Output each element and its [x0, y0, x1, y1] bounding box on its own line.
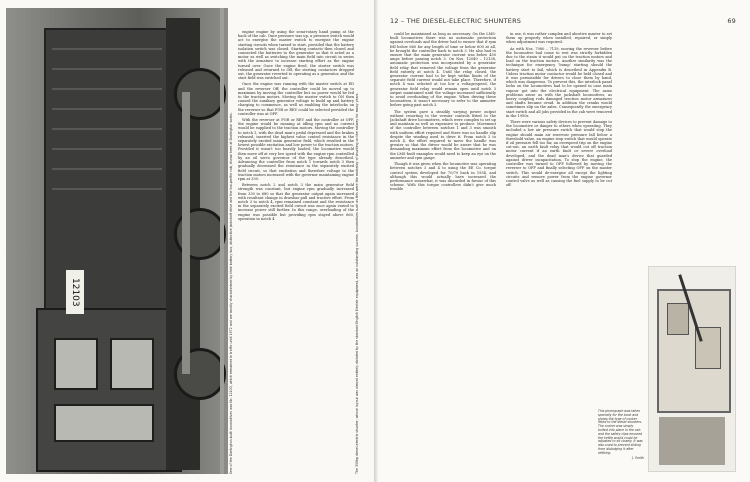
left-text-column	[238, 30, 354, 470]
paragraph: As with Nos. 7080 – 7119, moving the reverser before the locomotive had come to rest was strictly forbidden due to the strain it would put on the traction motors and load on the traction motors. Another similarity was the technique for emergency 'bump' starting should the battery start to fail, which is described in Appendix B. Unless traction motor contactor would be held closed and it was permissible for drivers to close them by hand, which was dangerous. To prevent this, the interlock panel locks on the locomotives had to be opened in case main vapour got into the electrical equipment. The same problems arose as with the jackshaft locomotives, as heavy coupling rods damaged traction motor armatures and shafts became ovoid. In addition the cranks would sometimes slip on the axles. Consequently the emergency start switch and all jobs provided in the cab were removed in the 1950s.	[506, 46, 612, 118]
chapter-title: 12 – THE DIESEL-ELECTRIC SHUNTERS	[390, 17, 522, 25]
text-column-1	[390, 32, 496, 472]
photo-caption: One of the Darlington-built locomotives was No. 12103, which remained in traffic until 1972 and are mostly characterised by their battery box, distinctive jackshaft drive and the low-profile cab, shown here at Darlington works.	[229, 112, 233, 474]
inset-caption-text: This photograph was taken specially for the book and shows the type of cooker fitted to the diesel shunters. The cooker was simply bolted into place in the cab and the safety clips ensured the kettle would could be adjusted to sit closely. It was also used to prevent sliding from dislodging it after refitting.	[598, 409, 643, 455]
locomotive-number: 12103	[66, 270, 84, 314]
paragraph: could be maintained as long as necessary. On the LMS-built locomotives there was no automatic protection against overloads and the driver had to ensure that if rpm fell below 660 for any length of time or below 600 at all, he brought the controller back to notch 3. He also had to ensure that the main generator current was below 450 amps before passing notch 3. On Nos. 12049 – 12138, automatic protection was incorporated by a generator field relay that removed the voltage from the generator field entirely at notch 4. Until the relay closed, the generator current had to be kept within limits of the separate field current would not take place. Therefore, if notch 4 was selected at too low a voltage/speed, the generator field relay would remain open until notch 3 output maintained until the voltage increased sufficiently to avoid overloading of the engine. When driving these locomotives, it wasn't necessary to refer to the ammeter before going past notch 3.	[390, 32, 496, 108]
paragraph: engine engine by using the semi-rotary hand pump at the back of the cab. Once pressure was up, a pressure switch would act to energise the master switch to energise the engine starting circuits when turned to start, provided that the battery isolation switch was closed. Starting contacts then closed and connected the batteries to the generator so that it acted as a motor as well as switching the main field into circuit in series with the armature to increase starting effort as the engine turned over. Once the engine fired, the starter switch was released and returned to Off, the starting contactors dropped out, the generator reverted to operating as a generator, and the start field was switched out.	[238, 30, 354, 81]
paragraph: Though it was given when the locomotive was operating between notches 3 and 4 to using the EE Co. torque control system developed for 70/79 back in 1934, and although this would actually have increased the performance somewhat, it was discarded in favour of this scheme. With this torque controllers didn't give much trouble	[390, 162, 496, 192]
cab-cooker-photo	[648, 266, 736, 472]
right-page	[378, 0, 750, 482]
paragraph	[622, 32, 734, 36]
side-caption: The 350hp diesel-electric shunter, whose layout was almost entirely dictated by the standard English Electric equipment, was an outstanding success. Locomotives such as this were the mainstay of shunting on the railway for many years.	[355, 92, 359, 474]
paragraph: There were various safety devices to prevent damage to the locomotive or danger to others when operating. They included a low air pressure switch that would stop the engine should main air reservoir pressure fall below a threshold value, an engine stop switch that would operate if oil pressure fell too far, an overspeed trip on the engine cut-out, an earth fault relay that would cut off traction motor current if an earth fault or severe overload developed, and the dead man's device that guarded against driver incapacitation. To stop the engine, the controller was turned to OFF followed by moving the reverser to OFF and finally selecting OFF on the master switch. This would de-energise all except the lighting circuits and remove power from the engine governor control valve as well as causing the fuel supply to be cut off.	[506, 120, 612, 188]
inset-photo-caption	[598, 410, 644, 460]
paragraph: The system gave a steadily varying power output without resorting to the vernier controls fitted to the Jackshaft drive locomotives, which were complex to set up and maintain as well as expensive to produce. Movement of the controller between notches 1 and 3 was smooth with uniform effort required and there was no handle slip despite the winding used to drive it. From notch 3 to notch 4, the effort required to move the handle was greater so that the driver would be aware that he was demanding maximum effort from the locomotive and on the LMS-built examples would need to keep an eye on the ammeter and rpm gauge.	[390, 109, 496, 160]
locomotive-photo	[6, 8, 228, 474]
text-column-3	[622, 32, 734, 260]
running-header	[390, 16, 736, 28]
page-number: 69	[727, 17, 736, 25]
paragraph: With the reverser at FOR or REV and the controller at OFF, the engine would be running at idling rpm and no current would be supplied to the traction motors. Moving the controller to notch 1, with the dead man's pedal depressed and the brakes released, inserted the highest value control resistance in the separately excited main generator field, which resulted in the lowest possible excitation and low power to the traction motors. Provided it wasn't too heavily loaded, the locomotive would then move off at very low speed with the engine rpm controlled by an oil servo governor of the type already described. Advancing the controller from notch 1 towards notch 3 then gradually decreased the resistance in the separately excited field circuit, so that excitation and therefore voltage to the traction motors increased with the governor maintaining engine rpm at 330.	[238, 118, 354, 181]
paragraph: Once the engine was running with the master switch at ED and the reverser Off, the controller could be moved up to maximum by moving the controller but no power would be fed to the traction motors. Moving the master switch to ON then caused the auxiliary generator voltage to build up and battery charging to commence, as well as enabling the interlocks on the reverser so that FOR or REV could be selected provided the controller was at OFF.	[238, 82, 354, 116]
text-column-2	[506, 32, 612, 472]
inset-photo-credit: J. Smith	[632, 455, 644, 460]
paragraph: Between notch 2 and notch 3 the main generator field strength was constant, but engine rpm gradually increased from 330 to 680 so that the generator output again increased with resultant change in drawbar pull and tractive effort. From notch 3 to notch 4, rpm remained constant and the resistance in the separately excited field circuit was once again varied to increase power still further. In this range, overloading of the engine was possible but providing rpm stayed above 660, operation in notch 4	[238, 183, 354, 221]
paragraph: in use, it was rather complex and abortive master to set them up properly when installed, repaired, or simply when adjustment was required.	[506, 32, 612, 45]
